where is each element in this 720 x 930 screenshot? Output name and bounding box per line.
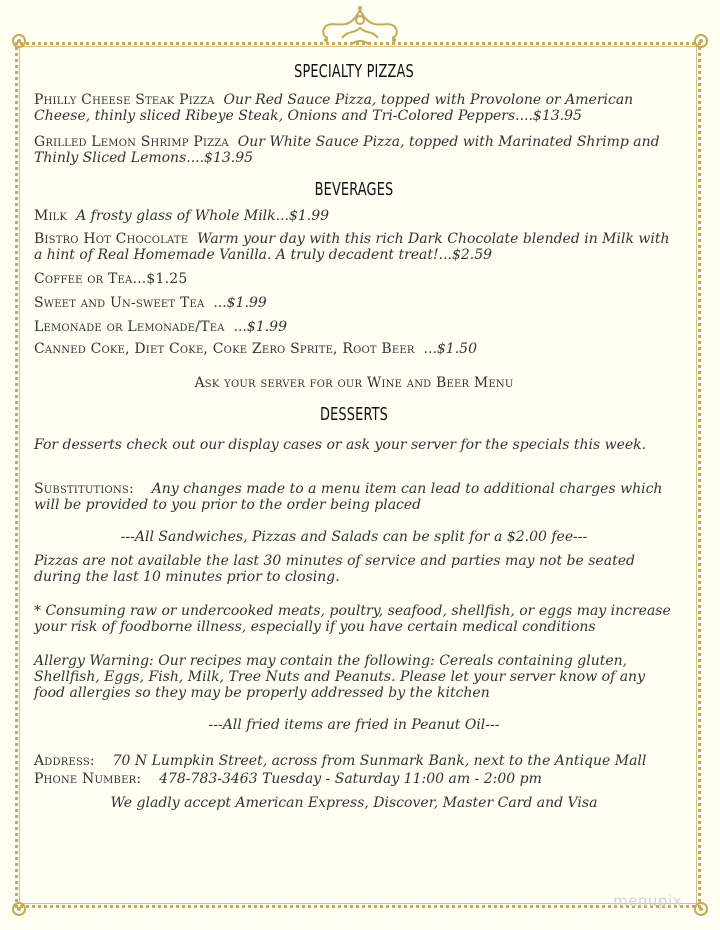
item-description: Our White Sauce Pizza, topped with Marinated Shrimp and Thinly Sliced Lemons....$13.95 [34, 134, 660, 166]
menu-content [34, 58, 674, 811]
substitutions-note: Substitutions: Any changes made to a menu item can lead to additional charges which will be provided to you prior to the order being placed [34, 481, 663, 513]
section-heading-desserts: DESSERTS [320, 405, 388, 425]
menu-item [34, 92, 674, 124]
item-description: Our Red Sauce Pizza, topped with Provolone or American Cheese, thinly sliced Ribeye Steak, Onions and Tri-Colored Peppers....$13.95 [34, 92, 634, 124]
desserts-text: For desserts check out our display cases or ask your server for the specials this week. [34, 437, 647, 453]
corner-ornament-icon [690, 898, 712, 920]
item-name: Lemonade or Lemonade/Tea [34, 319, 225, 335]
menu-item [34, 341, 674, 357]
item-description: ...$1.99 [213, 295, 267, 311]
top-ornament-icon [312, 4, 408, 52]
item-name: Bistro Hot Chocolate [34, 231, 189, 247]
consumption-warning: * Consuming raw or undercooked meats, poultry, seafood, shellfish, or eggs may increase your risk of foodborne illness, especially if you have certain medical conditions [34, 603, 671, 635]
menu-item [34, 271, 674, 287]
menu-item [34, 134, 674, 166]
item-name: Grilled Lemon Shrimp Pizza [34, 134, 229, 150]
item-description: A frosty glass of Whole Milk...$1.99 [76, 208, 330, 224]
phone-line: Phone Number: 478-783-3463 Tuesday - Saturday 11:00 am - 2:00 pm [34, 771, 542, 787]
split-fee-note: ---All Sandwiches, Pizzas and Salads can be split for a $2.00 fee--- [120, 529, 588, 545]
item-description: ...$1.50 [423, 341, 477, 357]
item-name: Milk [34, 208, 68, 224]
item-name: Sweet and Un-sweet Tea [34, 295, 205, 311]
corner-ornament-icon [8, 30, 30, 52]
section-heading-beverages: BEVERAGES [314, 180, 394, 200]
allergy-warning: Allergy Warning: Our recipes may contain the following: Cereals containing gluten, Shellfish, Eggs, Fish, Milk, Tree Nuts and Peanuts. Please let your server know of any food allergies so they may be properly addressed by the kitchen [34, 653, 645, 701]
corner-ornament-icon [690, 30, 712, 52]
corner-ornament-icon [8, 898, 30, 920]
phone-text: 478-783-3463 Tuesday - Saturday 11:00 am - 2:00 pm [159, 771, 542, 787]
item-name: Canned Coke, Diet Coke, Coke Zero Sprite, Root Beer [34, 341, 415, 357]
peanut-oil-note: ---All fried items are fried in Peanut Oil--- [208, 717, 500, 733]
menu-item [34, 295, 674, 311]
wine-beer-note: Ask your server for our Wine and Beer Menu [194, 375, 514, 391]
pizza-availability-note: Pizzas are not available the last 30 minutes of service and parties may not be seated during the last 10 minutes prior to closing. [34, 553, 635, 585]
item-description: ...$1.99 [233, 319, 287, 335]
payment-note: We gladly accept American Express, Discover, Master Card and Visa [110, 795, 598, 811]
address-line: Address: 70 N Lumpkin Street, across from Sunmark Bank, next to the Antique Mall [34, 753, 647, 769]
address-text: 70 N Lumpkin Street, across from Sunmark Bank, next to the Antique Mall [112, 753, 647, 769]
watermark: menupix [613, 892, 682, 910]
section-heading-pizzas: SPECIALTY PIZZAS [294, 62, 414, 82]
item-name: Philly Cheese Steak Pizza [34, 92, 215, 108]
item-description: Warm your day with this rich Dark Chocolate blended in Milk with a hint of Real Homemade Vanilla. A truly decadent treat!...$2.59 [34, 231, 670, 263]
menu-item [34, 319, 674, 335]
item-name: Coffee or Tea...$1.25 [34, 271, 188, 287]
menu-item [34, 231, 674, 263]
menu-item [34, 208, 674, 224]
